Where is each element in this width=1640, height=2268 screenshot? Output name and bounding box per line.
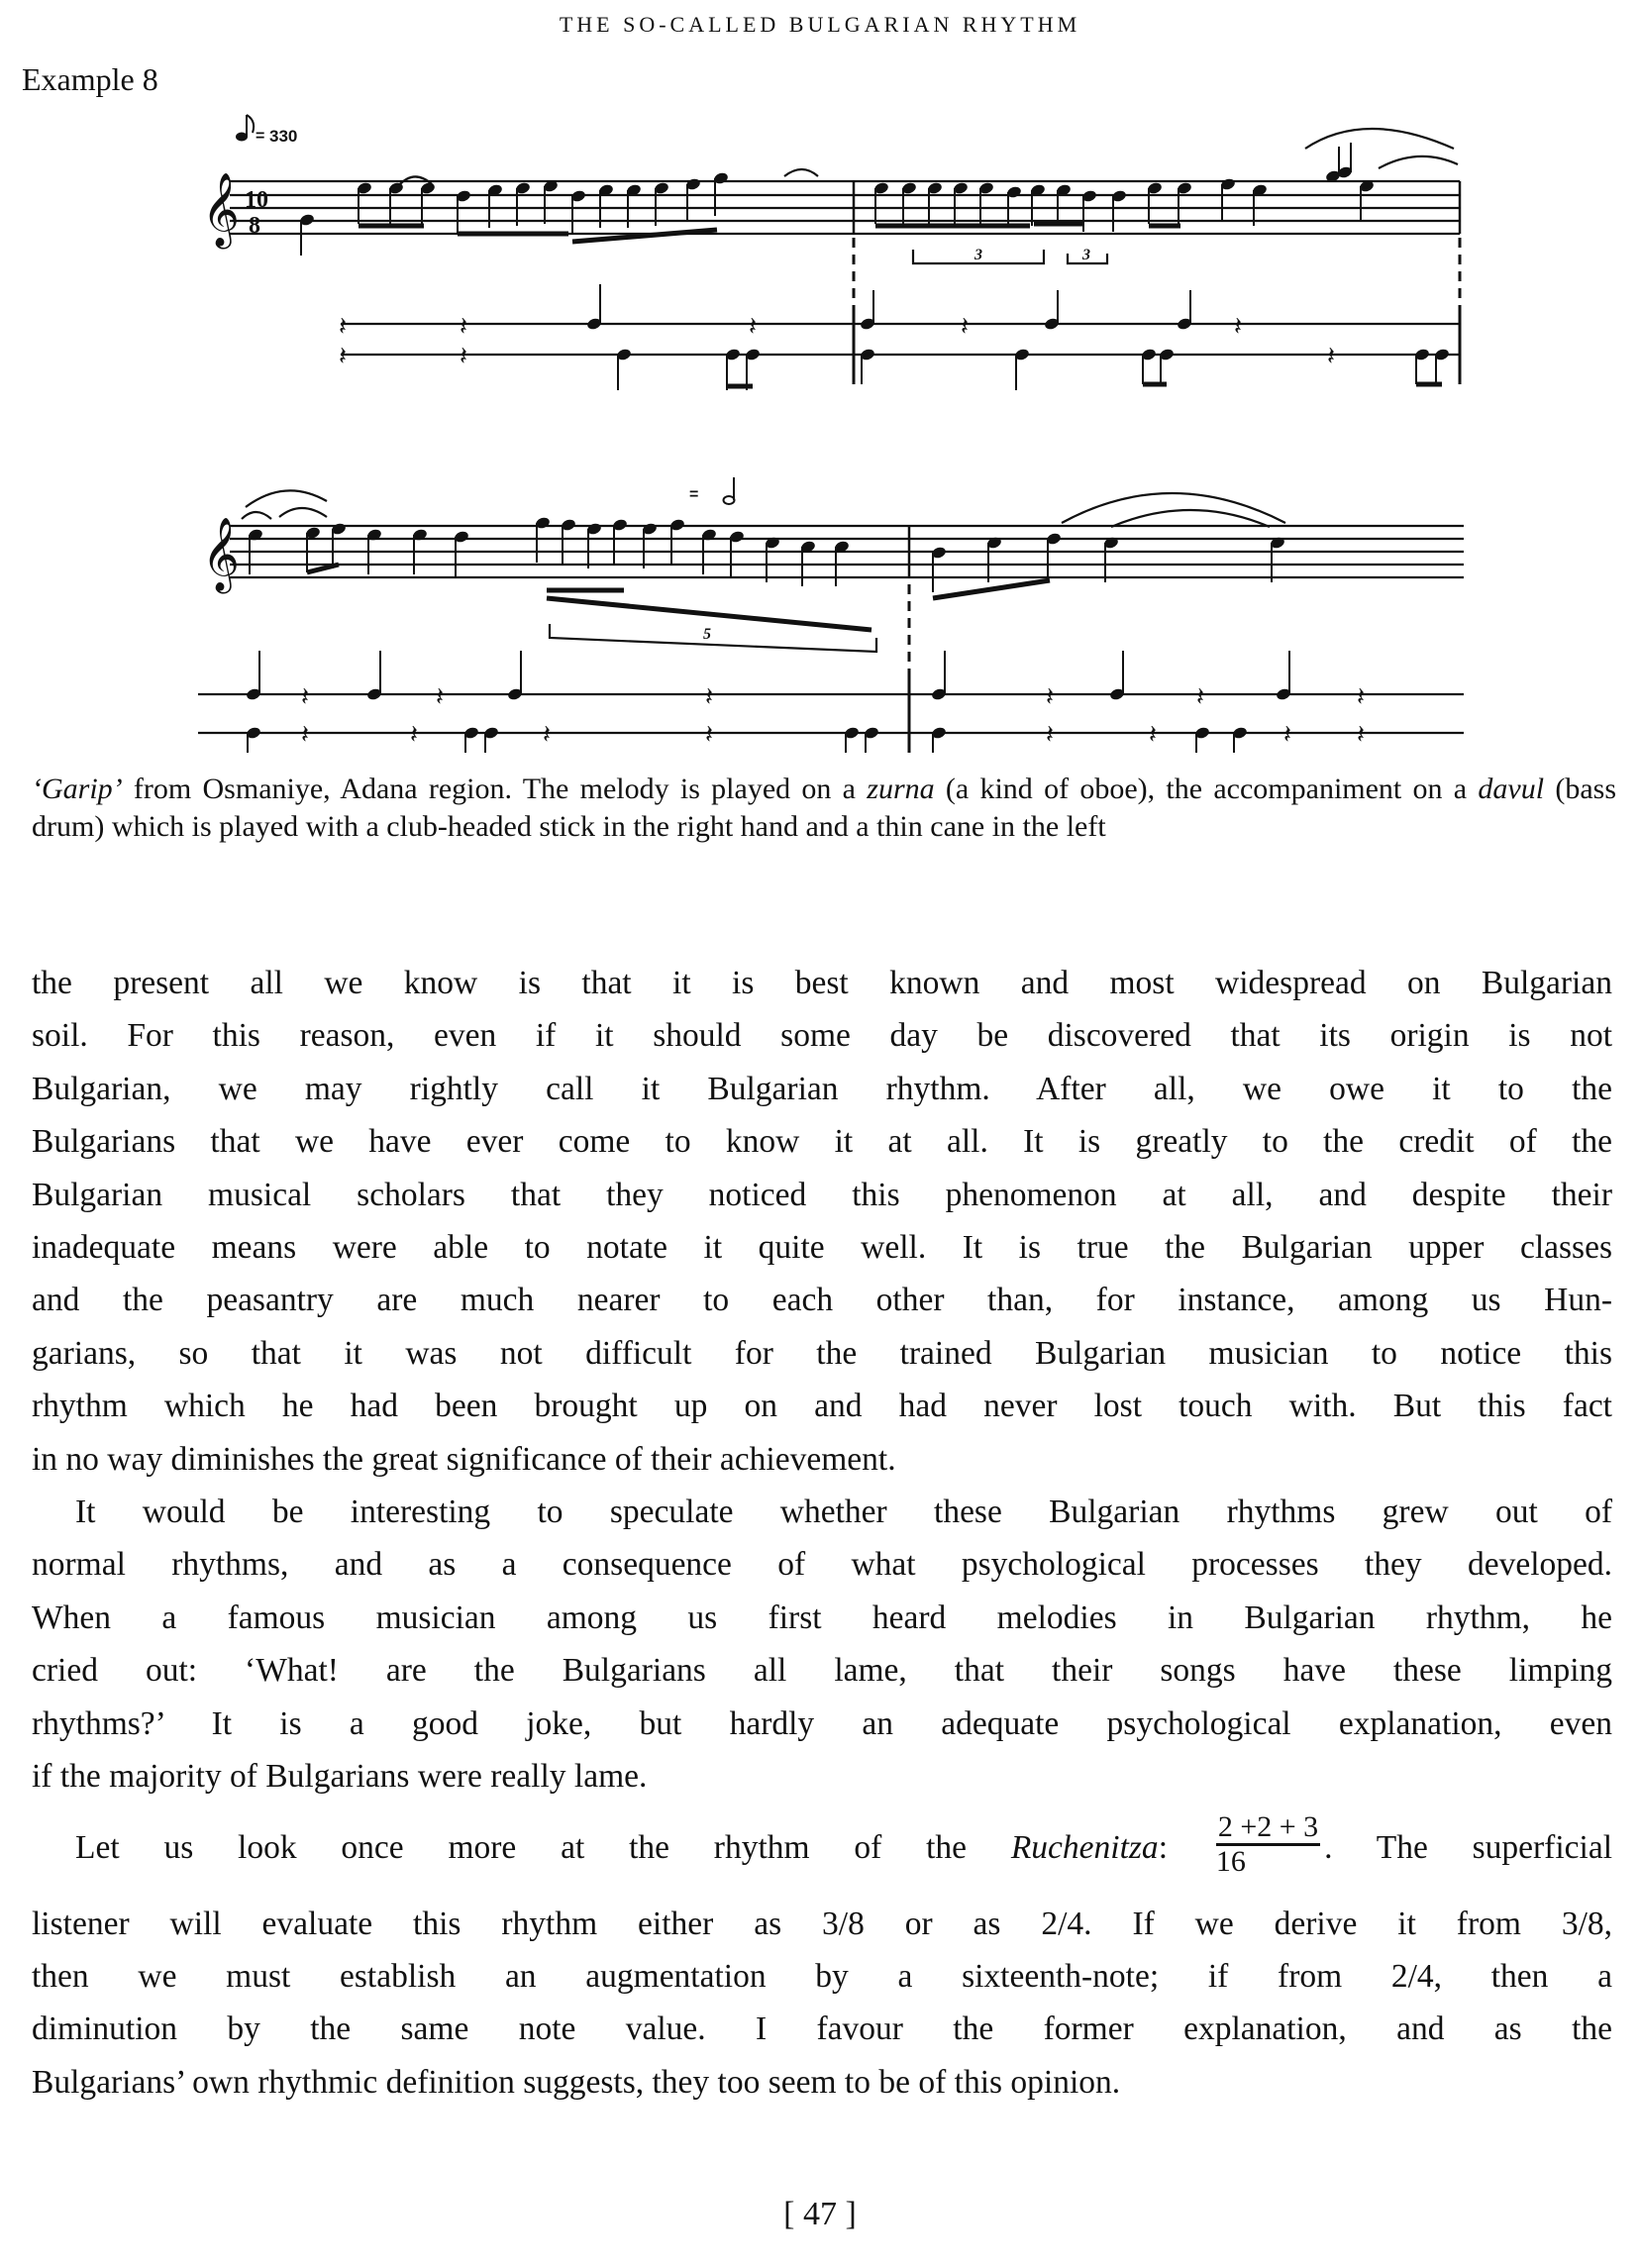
ruchenitza: Ruchenitza [1010,1828,1159,1866]
text-line: Bulgarian, we may rightly call it Bulgarian rhythm. After all, we owe it to the [32,1070,1612,1107]
drum-staff-2 [198,673,1464,753]
text-line: diminution by the same note value. I favour the former explanation, and as the [32,2010,1612,2048]
text-line: listener will evaluate this rhythm either as 3/8 or as 2/4. If we derive it from 3/8, [32,1905,1612,1942]
text-line: the present all we know is that it is best known and most widespread on Bulgarian [32,965,1612,1001]
tempo-value: 330 [269,127,298,146]
text-line: rhythm which he had been brought up on and had never lost touch with. But this fact [32,1388,1612,1425]
rest-icon: 𝄽 [1357,720,1365,750]
page-number: [ 47 ] [783,2196,857,2232]
paragraph-3 [32,1809,1612,2110]
rest-icon: 𝄽 [1149,720,1157,750]
svg-text:=: = [689,486,699,503]
beam [933,580,1050,598]
rest-icon: 𝄽 [1046,720,1054,750]
text-line: in no way diminishes the great significance of their achievement. [32,1440,896,1478]
rest-icon: 𝄽 [961,312,969,342]
rest-icon: 𝄽 [543,720,551,750]
rest-icon: 𝄽 [460,342,467,371]
rest-icon: 𝄽 [705,720,713,750]
tuplet-number: 3 [1082,247,1090,263]
rest-icon: 𝄽 [749,312,757,342]
tuplet-number: 5 [703,626,711,643]
rest-icon: 𝄽 [460,312,467,342]
example-label: Example 8 [22,61,158,97]
text-line: soil. For this reason, even if it should some day be discovered that its origin is not [32,1017,1612,1055]
beam [307,565,339,572]
svg-text:=: = [256,128,265,145]
rest-icon: 𝄽 [1234,312,1242,342]
rest-icon: 𝄽 [301,682,309,712]
text-line: and the peasantry are much nearer to each other than, for instance, among us Hun- [32,1282,1612,1319]
text-line: normal rhythms, and as a consequence of what psychological processes they developed. [32,1546,1612,1584]
tempo-mark [236,115,297,146]
text-line: rhythms?’ It is a good joke, but hardly an adequate psychological explanation, even [32,1704,1612,1742]
music-example [0,99,1640,753]
rest-icon: 𝄽 [1283,720,1291,750]
rest-icon: 𝄽 [410,720,418,750]
caption-davul: davul [1478,773,1545,805]
rest-icon: 𝄽 [1357,682,1365,712]
rest-icon: 𝄽 [1196,682,1204,712]
text-line: inadequate means were able to notate it quite well. It is true the Bulgarian upper classes [32,1229,1612,1267]
text-line: Bulgarians’ own rhythmic definition suggests, they too seem to be of this opinion. [32,2063,1121,2101]
text-line: cried out: ‘What! are the Bulgarians all lame, that their songs have these limping [32,1652,1612,1690]
caption-title: ‘Garip’ [32,773,123,805]
rest-icon: 𝄽 [705,682,713,712]
text-line: garians, so that it was not difficult for the trained Bulgarian musician to notice this [32,1334,1612,1372]
example-caption: ‘Garip’ from Osmaniye, Adana region. The melody is played on a zurna (a kind of oboe), the accompaniment on a davul (bass drum) which is played with a club-headed stick in the right hand and a thin cane in the left [32,773,1616,843]
beam [572,230,717,242]
drum-staff-1 [341,315,1460,384]
rhythm-fraction: $\frac{2 +2 + 3}{16}$ [1215,1809,1319,1878]
text-line: if the majority of Bulgarians were really lame. [32,1758,648,1796]
body-text [32,957,1612,2109]
rest-icon: 𝄽 [301,720,309,750]
text-line: When a famous musician among us first heard melodies in Bulgarian rhythm, he [32,1598,1612,1636]
p3-first-line: Let us look once more at the rhythm of the Ruchenitza: $\frac{2 +2 + 3}{16}$ . The superficial [75,1809,1612,1878]
rest-icon: 𝄽 [339,342,347,371]
system2-tempo [689,477,735,504]
paragraph-1 [32,957,1612,1486]
text-line: Bulgarian musical scholars that they noticed this phenomenon at all, and despite their [32,1176,1612,1213]
rest-icon: 𝄽 [436,682,444,712]
tuplet-number: 3 [974,247,982,263]
paragraph-2 [32,1486,1612,1803]
rest-icon: 𝄽 [1046,682,1054,712]
text-line: It would be interesting to speculate whether these Bulgarian rhythms grew out of [75,1494,1612,1531]
treble-clef-icon: 𝄞 [202,518,240,591]
time-sig-bottom: 8 [249,213,260,239]
time-sig-top: 10 [245,187,268,213]
rest-icon: 𝄽 [339,312,347,342]
text-line: then we must establish an augmentation by a sixteenth-note; if from 2/4, then a [32,1957,1612,1995]
caption-zurna: zurna [867,773,935,805]
treble-clef-icon: 𝄞 [202,173,240,247]
text-line: Bulgarians that we have ever come to know it at all. It is greatly to the credit of the [32,1123,1612,1161]
running-head: THE SO-CALLED BULGARIAN RHYTHM [559,12,1081,37]
rest-icon: 𝄽 [1327,342,1335,371]
